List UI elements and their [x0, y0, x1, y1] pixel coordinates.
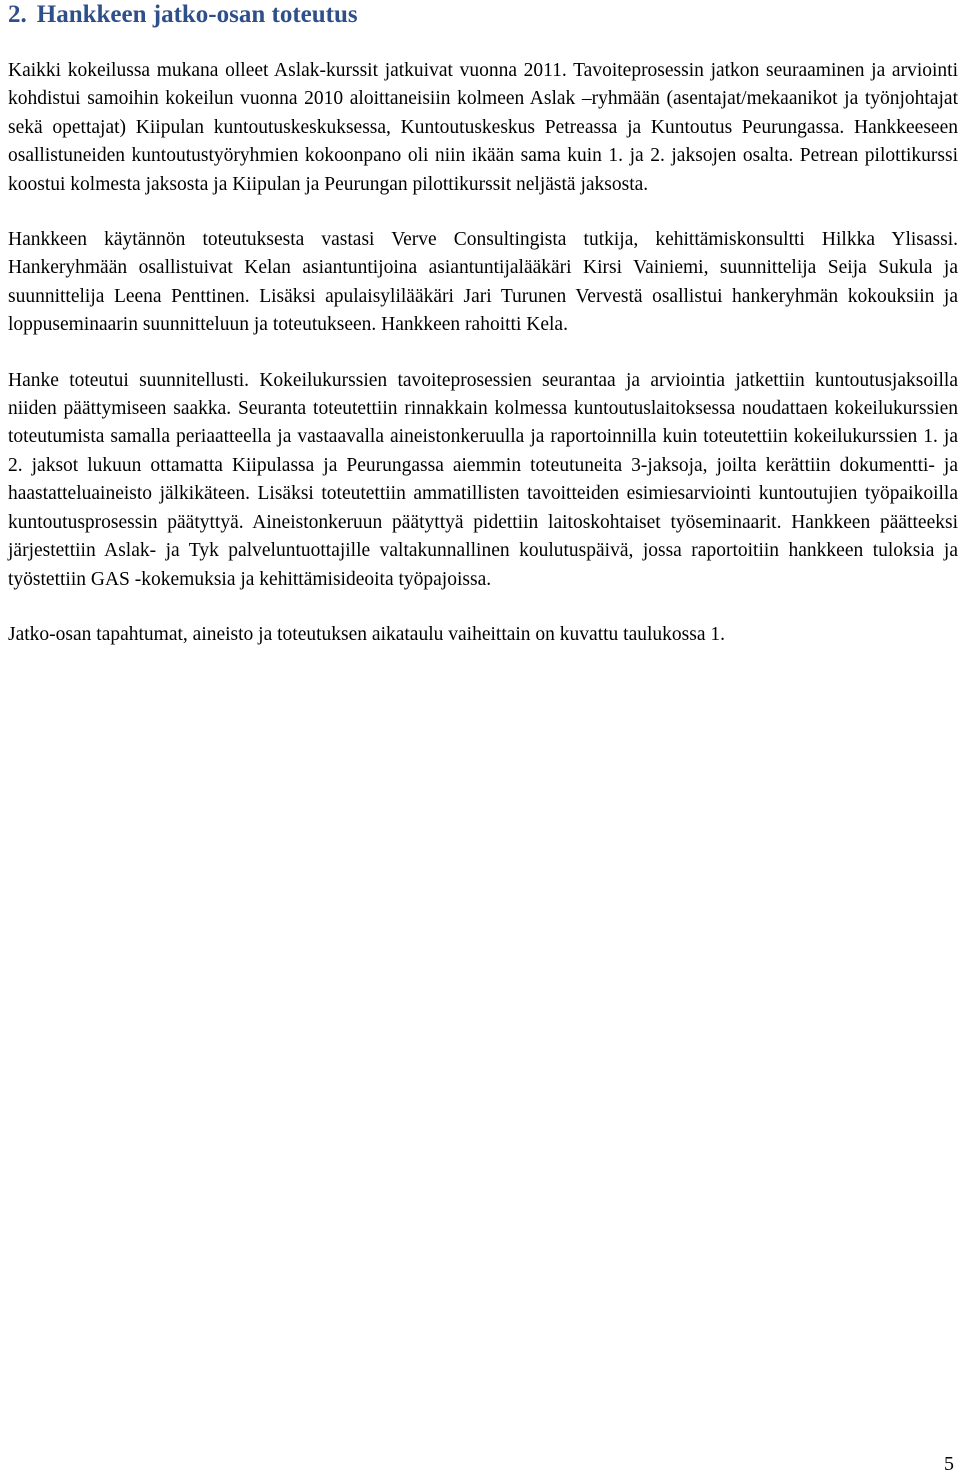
- paragraph-table-reference: Jatko-osan tapahtumat, aineisto ja toteutuksen aikataulu vaiheittain on kuvattu taulukossa 1.: [8, 623, 725, 645]
- section-heading: [8, 0, 358, 30]
- body-text: [8, 57, 958, 676]
- section-title: Hankkeen jatko-osan toteutus: [36, 1, 358, 28]
- page-number: 5: [944, 1453, 954, 1475]
- paragraph-implementation: Hanke toteutui suunnitellusti. Kokeilukurssien tavoiteprosessien seurantaa ja arviointia jatkettiin kuntoutusjaksoilla niiden päättymiseen saakka. Seuranta toteutettiin rinnakkain kolmessa kuntoutuslaitoksessa noudattaen kokeilukurssien toteutumista samalla periaatteella ja vastaavalla aineistonkeruulla ja raportoinnilla kuin toteutettiin kokeilukurssien 1. ja 2. jaksot lukuun ottamatta Kiipulassa ja Peurungassa aiemmin toteutuneita 3-jaksoja, joilta kerättiin dokumentti- ja haastatteluaineisto jälkikäteen. Lisäksi toteutettiin ammatillisten tavoitteiden esimiesarviointi kuntoutujien työpaikoilla kuntoutusprosessin päätyttyä. Aineistonkeruun päätyttyä pidettiin laitoskohtaiset työseminaarit. Hankkeen päätteeksi järjestettiin Aslak- ja Tyk palveluntuottajille valtakunnallinen koulutuspäivä, jossa raportoitiin hankkeen tuloksia ja työstettiin GAS -kokemuksia ja kehittämisideoita työpajoissa.: [8, 369, 958, 590]
- paragraph-organization: Hankkeen käytännön toteutuksesta vastasi Verve Consultingista tutkija, kehittämiskonsultti Hilkka Ylisassi. Hankeryhmään osallistuivat Kelan asiantuntijoina asiantuntijalääkäri Kirsi Vainiemi, suunnittelija Seija Sukula ja suunnittelija Leena Penttinen. Lisäksi apulaisylilääkäri Jari Turunen Vervestä osallistui hankeryhmän kokouksiin ja loppuseminaarin suunnitteluun ja toteutukseen. Hankkeen rahoitti Kela.: [8, 229, 958, 336]
- paragraph-intro: Kaikki kokeilussa mukana olleet Aslak-kurssit jatkuivat vuonna 2011. Tavoiteprosessin jatkon seuraaminen ja arviointi kohdistui samoihin kokeilun vuonna 2010 aloittaneisiin kolmeen Aslak –ryhmään (asentajat/mekaanikot ja työnjohtajat sekä opettajat) Kiipulan kuntoutuskeskuksessa, Kuntoutuskeskus Petreassa ja Kuntoutus Peurungassa. Hankkeeseen osallistuneiden kuntoutustyöryhmien kokoonpano oli niin ikään sama kuin 1. ja 2. jaksojen osalta. Petrean pilottikurssi koostui kolmesta jaksosta ja Kiipulan ja Peurungan pilottikurssit neljästä jaksosta.: [8, 60, 958, 195]
- section-number: 2.: [8, 1, 27, 28]
